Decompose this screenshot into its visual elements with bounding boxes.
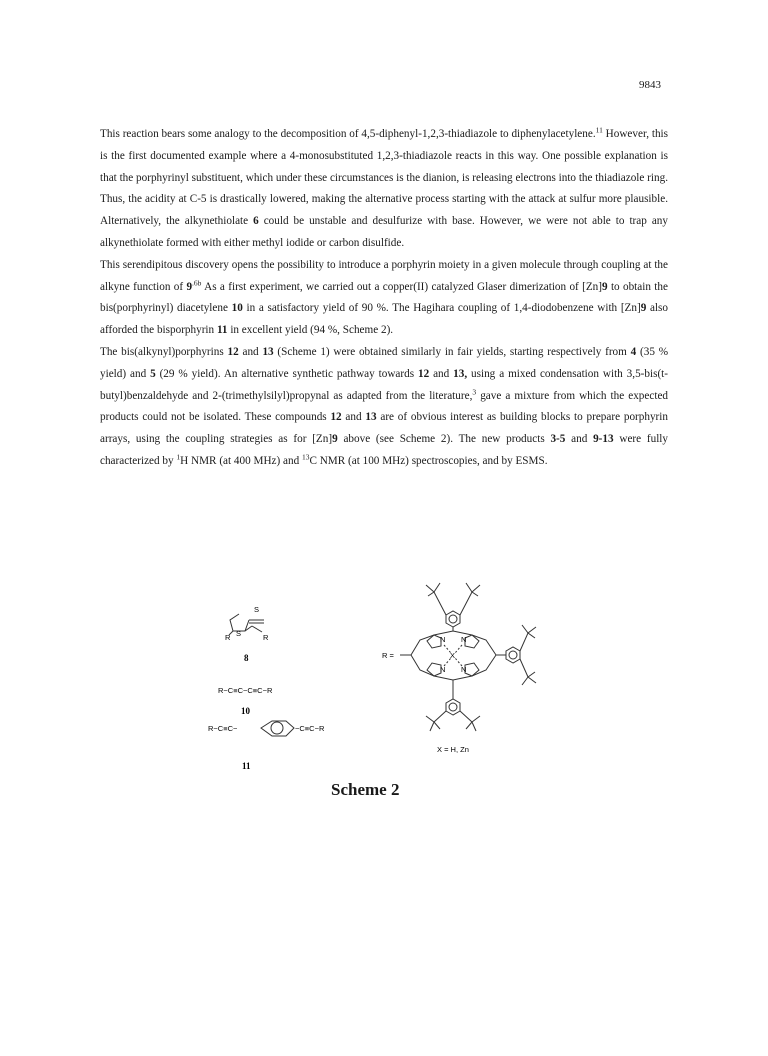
text-run: in excellent yield (94 %, Scheme 2). [227, 324, 394, 337]
text-run: The bis(alkynyl)porphyrins [100, 345, 228, 358]
r-definition-label: R = [382, 651, 394, 660]
text-run: (Scheme 1) were obtained similarly in fair yields, starting respectively from [273, 345, 631, 358]
compound-8-number: 8 [244, 653, 249, 663]
text-run: This serendipitous discovery opens the possibility to introduce a porphyrin moiety in a given molecule through coupling at the alkyne function of [100, 258, 668, 293]
compound-ref: 13 [365, 411, 377, 424]
text-run: gave a mixture from which the expected products could not be isolated. These compounds [100, 389, 668, 424]
compound-ref: 5 [150, 367, 156, 380]
citation: .6b [192, 277, 202, 287]
compound-10-formula: R−C≡C−C≡C−R [218, 686, 273, 695]
text-run: and [238, 345, 263, 358]
porphyrin-structure [400, 583, 536, 731]
compound-ref: 13, [453, 367, 468, 380]
nitrogen-label: N [461, 635, 467, 644]
compound-ref: 13 [262, 345, 274, 358]
compound-10-number: 10 [241, 706, 250, 716]
text-run: C NMR (at 100 MHz) spectroscopies, and by ESMS. [309, 454, 548, 467]
compound-ref: 9-13 [593, 433, 614, 446]
compound-ref: 6 [253, 215, 259, 228]
citation: 3 [472, 386, 477, 396]
compound-11-number: 11 [242, 761, 251, 771]
text-run: As a first experiment, we carried out a copper(II) catalyzed Glaser dimerization of [Zn] [201, 280, 603, 293]
compound-11-right: −C≡C−R [295, 724, 325, 733]
text-run: also afforded the bisporphyrin [100, 302, 668, 337]
x-definition-label: X = H, Zn [437, 745, 469, 754]
text-run: are of obvious interest as building blocks to prepare porphyrin arrays, using the coupling strategies as for [Zn] [100, 411, 668, 446]
r-group-label: R [225, 633, 231, 642]
text-run: to obtain the bis(porphyrinyl) diacetylene [100, 280, 668, 315]
compound-ref: 9 [186, 280, 193, 293]
compound-ref: 10 [231, 302, 243, 315]
text-run: (35 % yield) and [100, 345, 669, 380]
compound-ref: 12 [417, 367, 430, 380]
nitrogen-label: N [461, 665, 467, 674]
isotope-superscript: 1 [176, 452, 181, 462]
compound-ref: 12 [227, 345, 239, 358]
text-run: H NMR (at 400 MHz) and [180, 454, 302, 467]
text-run: using a mixed condensation with 3,5-bis(t-butyl)benzaldehyde and 2-(trimethylsilyl)propynal as adapted from the literature, [100, 367, 669, 402]
r-group-label: R [263, 633, 269, 642]
compound-11-left: R−C≡C− [208, 724, 238, 733]
text-run: This reaction bears some analogy to the decomposition of 4,5-diphenyl-1,2,3-thiadiazole to diphenylacetylene. [100, 128, 596, 140]
text-run: (29 % yield). An alternative synthetic pathway towards [155, 367, 418, 380]
compound-ref: 9 [602, 280, 608, 293]
nitrogen-label: N [440, 635, 446, 644]
text-run: above (see Scheme 2). The new products [337, 433, 551, 446]
text-run: However, this is the first documented example where a 4-monosubstituted 1,2,3-thiadiazole reacts in this way. One possible explanation is that the porphyrinyl substituent, which under these circumstances is the dianion, is releasing electrons into the thiadiazole ring. Thus, the acidity at C-5 is drastically lowered, making the alternative process starting with the attack at sulfur more plausible. Alternatively, the alkynethiolate [100, 128, 669, 228]
sulfur-label: S [236, 629, 242, 638]
scheme-title: Scheme 2 [331, 780, 400, 799]
isotope-superscript: 13 [301, 452, 310, 462]
compound-ref: 12 [330, 411, 342, 424]
text-run: and [565, 433, 594, 446]
sulfur-label: S [254, 605, 260, 614]
compound-ref: 4 [630, 345, 637, 358]
text-run: and [429, 367, 454, 380]
compound-ref: 9 [332, 433, 338, 446]
page-number: 9843 [639, 79, 661, 91]
nitrogen-label: N [440, 665, 446, 674]
text-run: and [341, 411, 366, 424]
compound-ref: 11 [216, 324, 228, 337]
compound-8-structure [229, 614, 264, 635]
compound-ref: 9 [640, 302, 647, 315]
citation: 11 [595, 125, 603, 135]
benzene-ring-icon [261, 721, 294, 736]
text-run: were fully characterized by [100, 433, 668, 467]
compound-ref: 3-5 [550, 433, 566, 446]
text-run: in a satisfactory yield of 90 %. The Hagihara coupling of 1,4-diodobenzene with [Zn] [242, 302, 641, 315]
metal-x-label: X [450, 651, 456, 660]
text-run: could be unstable and desulfurize with base. However, we were not able to trap any alkynethiolate formed with either methyl iodide or carbon disulfide. [100, 215, 668, 249]
